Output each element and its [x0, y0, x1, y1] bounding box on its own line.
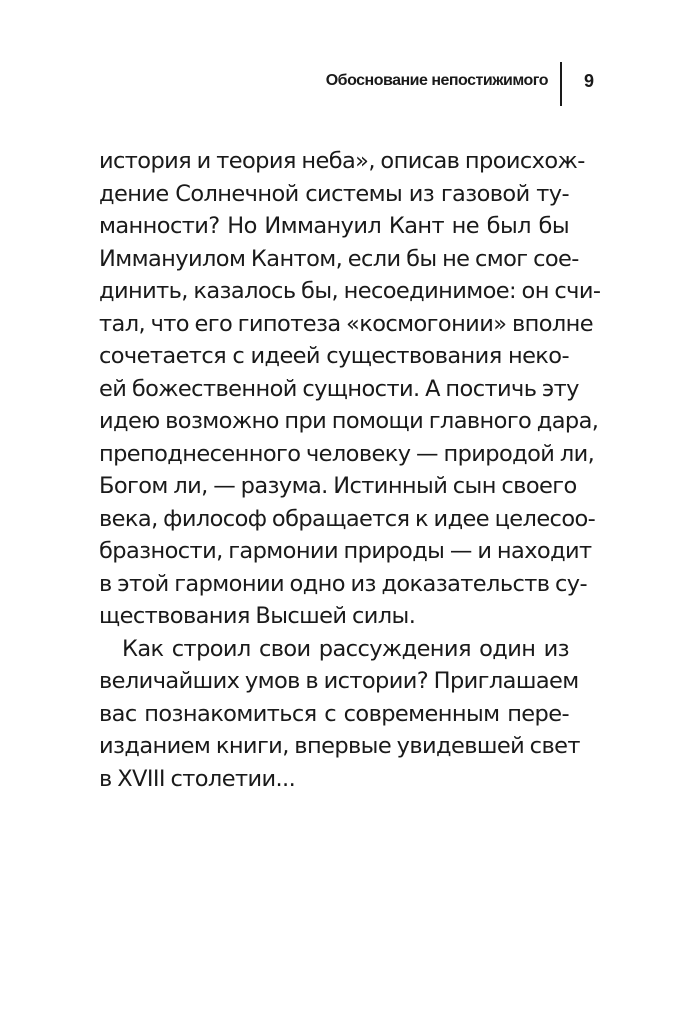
text-line: вас познакомиться с современным пере- — [99, 700, 569, 727]
running-header — [0, 62, 691, 106]
text-line: в этой гармонии одно из доказательств су- — [99, 570, 587, 597]
text-line: в XVIII столетии... — [99, 765, 296, 792]
text-line: преподнесенного человеку — природой ли, — [99, 440, 595, 467]
paragraph-2 — [99, 633, 580, 796]
text-line: величайших умов в истории? Приглашаем — [99, 668, 579, 694]
text-line: сочетается с идеей существования неко- — [99, 343, 569, 369]
body-text — [99, 145, 601, 795]
text-line: тал, что его гипотеза «космогонии» вполне — [99, 310, 594, 337]
paragraph-1 — [99, 145, 601, 633]
text-line: манности? Но Иммануил Кант не был бы — [99, 213, 569, 239]
text-line: Как строил свои рассуждения один из — [122, 635, 569, 662]
text-line: дение Солнечной системы из газовой ту- — [99, 180, 569, 207]
text-line: изданием книги, впервые увидевшей свет — [99, 733, 580, 759]
text-line: идею возможно при помощи главного дара, — [99, 408, 599, 434]
header-divider — [560, 62, 562, 106]
text-line: ществования Высшей силы. — [99, 603, 416, 629]
text-line: Иммануилом Кантом, если бы не смог сое- — [99, 245, 579, 272]
text-line: Богом ли, — разума. Истинный сын своего — [99, 473, 577, 499]
text-line: ей божественной сущности. А постичь эту — [99, 375, 579, 402]
text-line: бразности, гармонии природы — и находит — [99, 538, 592, 564]
running-header-title: Обоснование непостижимого — [325, 72, 548, 89]
text-line: динить, казалось бы, несоединимое: он счи- — [99, 278, 601, 304]
page-number: 9 — [584, 71, 595, 91]
text-line: история и теория неба», описав происхож- — [99, 148, 585, 174]
text-line: века, философ обращается к идее целесоо- — [99, 505, 596, 532]
